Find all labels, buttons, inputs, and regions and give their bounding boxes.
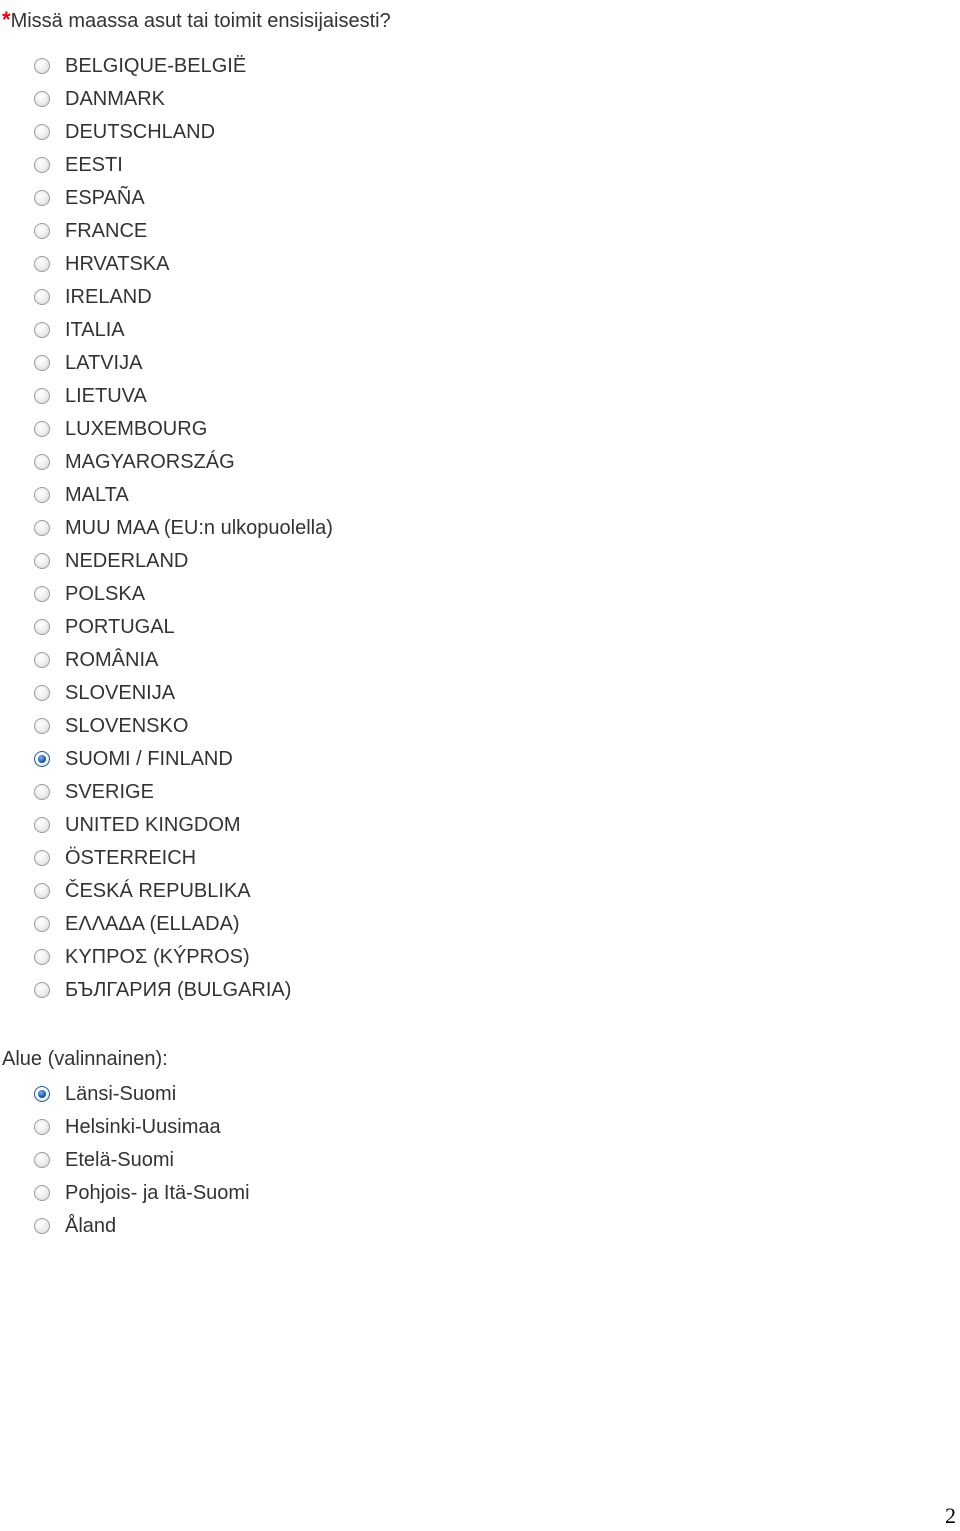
- country-option-label: EESTI: [65, 153, 123, 176]
- country-option[interactable]: [34, 907, 333, 940]
- country-option-label: UNITED KINGDOM: [65, 813, 241, 836]
- region-option-label: Länsi-Suomi: [65, 1082, 177, 1105]
- country-option[interactable]: [34, 808, 333, 841]
- question-text: Missä maassa asut tai toimit ensisijaisesti?: [10, 10, 391, 32]
- region-option[interactable]: [34, 1110, 250, 1143]
- country-option-label: LUXEMBOURG: [65, 417, 208, 440]
- country-option-label: PORTUGAL: [65, 615, 175, 638]
- country-option-label: ΕΛΛΑΔΑ (ELLADA): [65, 912, 240, 935]
- country-option[interactable]: [34, 973, 333, 1006]
- country-option[interactable]: [34, 676, 333, 709]
- country-option-label: MAGYARORSZÁG: [65, 450, 235, 473]
- radio-unchecked-icon[interactable]: [34, 124, 50, 140]
- radio-unchecked-icon[interactable]: [34, 223, 50, 239]
- country-question: [2, 6, 391, 35]
- radio-unchecked-icon[interactable]: [34, 487, 50, 503]
- country-option-label: ΚΥΠΡΟΣ (KÝPROS): [65, 945, 250, 968]
- radio-unchecked-icon[interactable]: [34, 289, 50, 305]
- radio-unchecked-icon[interactable]: [34, 520, 50, 536]
- country-option[interactable]: [34, 511, 333, 544]
- country-option[interactable]: [34, 181, 333, 214]
- country-option-label: ITALIA: [65, 318, 125, 341]
- country-option-label: NEDERLAND: [65, 549, 189, 572]
- region-question: Alue (valinnainen):: [2, 1048, 168, 1070]
- country-option-label: DEUTSCHLAND: [65, 120, 216, 143]
- radio-unchecked-icon[interactable]: [34, 553, 50, 569]
- country-option-label: SUOMI / FINLAND: [65, 747, 233, 770]
- radio-checked-icon[interactable]: [34, 751, 50, 767]
- radio-unchecked-icon[interactable]: [34, 190, 50, 206]
- region-option-label: Pohjois- ja Itä-Suomi: [65, 1181, 250, 1204]
- region-option[interactable]: [34, 1077, 250, 1110]
- country-option[interactable]: [34, 412, 333, 445]
- country-option[interactable]: [34, 115, 333, 148]
- country-option[interactable]: [34, 940, 333, 973]
- radio-unchecked-icon[interactable]: [34, 883, 50, 899]
- country-option-label: LIETUVA: [65, 384, 147, 407]
- country-option[interactable]: [34, 544, 333, 577]
- radio-unchecked-icon[interactable]: [34, 619, 50, 635]
- radio-unchecked-icon[interactable]: [34, 58, 50, 74]
- country-option[interactable]: [34, 742, 333, 775]
- radio-unchecked-icon[interactable]: [34, 784, 50, 800]
- country-option-label: DANMARK: [65, 87, 166, 110]
- page-number: 2: [945, 1503, 956, 1528]
- country-option-label: ČESKÁ REPUBLIKA: [65, 879, 251, 902]
- region-radio-group: [34, 1077, 250, 1242]
- region-option[interactable]: [34, 1176, 250, 1209]
- country-option[interactable]: [34, 214, 333, 247]
- radio-unchecked-icon[interactable]: [34, 850, 50, 866]
- country-option[interactable]: [34, 643, 333, 676]
- required-mark: *: [2, 7, 11, 32]
- radio-unchecked-icon[interactable]: [34, 355, 50, 371]
- region-option[interactable]: [34, 1209, 250, 1242]
- radio-unchecked-icon[interactable]: [34, 916, 50, 932]
- region-option-label: Åland: [65, 1214, 117, 1237]
- radio-unchecked-icon[interactable]: [34, 1185, 50, 1201]
- radio-unchecked-icon[interactable]: [34, 1152, 50, 1168]
- country-option-label: HRVATSKA: [65, 252, 170, 275]
- radio-unchecked-icon[interactable]: [34, 256, 50, 272]
- country-option[interactable]: [34, 478, 333, 511]
- country-option[interactable]: [34, 874, 333, 907]
- radio-unchecked-icon[interactable]: [34, 157, 50, 173]
- radio-unchecked-icon[interactable]: [34, 817, 50, 833]
- country-option-label: BELGIQUE-BELGIË: [65, 54, 247, 77]
- country-option[interactable]: [34, 445, 333, 478]
- region-option-label: Etelä-Suomi: [65, 1148, 174, 1171]
- country-option-label: POLSKA: [65, 582, 146, 605]
- country-option[interactable]: [34, 610, 333, 643]
- radio-unchecked-icon[interactable]: [34, 91, 50, 107]
- country-option-label: ROMÂNIA: [65, 648, 159, 671]
- radio-unchecked-icon[interactable]: [34, 982, 50, 998]
- region-option[interactable]: [34, 1143, 250, 1176]
- radio-unchecked-icon[interactable]: [34, 586, 50, 602]
- country-option[interactable]: [34, 82, 333, 115]
- country-option-label: ÖSTERREICH: [65, 846, 197, 869]
- country-option[interactable]: [34, 709, 333, 742]
- country-option-label: SLOVENIJA: [65, 681, 176, 704]
- radio-unchecked-icon[interactable]: [34, 388, 50, 404]
- country-option-label: MUU MAA (EU:n ulkopuolella): [65, 516, 333, 539]
- country-option[interactable]: [34, 247, 333, 280]
- country-option[interactable]: [34, 346, 333, 379]
- radio-checked-icon[interactable]: [34, 1086, 50, 1102]
- radio-unchecked-icon[interactable]: [34, 1218, 50, 1234]
- country-option-label: БЪЛГАРИЯ (BULGARIA): [65, 978, 292, 1001]
- country-option[interactable]: [34, 775, 333, 808]
- radio-unchecked-icon[interactable]: [34, 949, 50, 965]
- radio-unchecked-icon[interactable]: [34, 454, 50, 470]
- country-option[interactable]: [34, 313, 333, 346]
- country-option[interactable]: [34, 841, 333, 874]
- country-option[interactable]: [34, 577, 333, 610]
- country-option[interactable]: [34, 280, 333, 313]
- radio-unchecked-icon[interactable]: [34, 421, 50, 437]
- radio-unchecked-icon[interactable]: [34, 322, 50, 338]
- country-radio-group: [34, 49, 333, 1006]
- radio-unchecked-icon[interactable]: [34, 685, 50, 701]
- country-option[interactable]: [34, 379, 333, 412]
- country-option-label: SVERIGE: [65, 780, 154, 803]
- region-option-label: Helsinki-Uusimaa: [65, 1115, 221, 1138]
- country-option[interactable]: [34, 148, 333, 181]
- country-option-label: LATVIJA: [65, 351, 143, 374]
- country-option[interactable]: [34, 49, 333, 82]
- radio-unchecked-icon[interactable]: [34, 1119, 50, 1135]
- radio-unchecked-icon[interactable]: [34, 652, 50, 668]
- country-option-label: FRANCE: [65, 219, 148, 242]
- country-option-label: IRELAND: [65, 285, 152, 308]
- country-option-label: ESPAÑA: [65, 186, 145, 209]
- radio-unchecked-icon[interactable]: [34, 718, 50, 734]
- country-option-label: MALTA: [65, 483, 129, 506]
- country-option-label: SLOVENSKO: [65, 714, 189, 737]
